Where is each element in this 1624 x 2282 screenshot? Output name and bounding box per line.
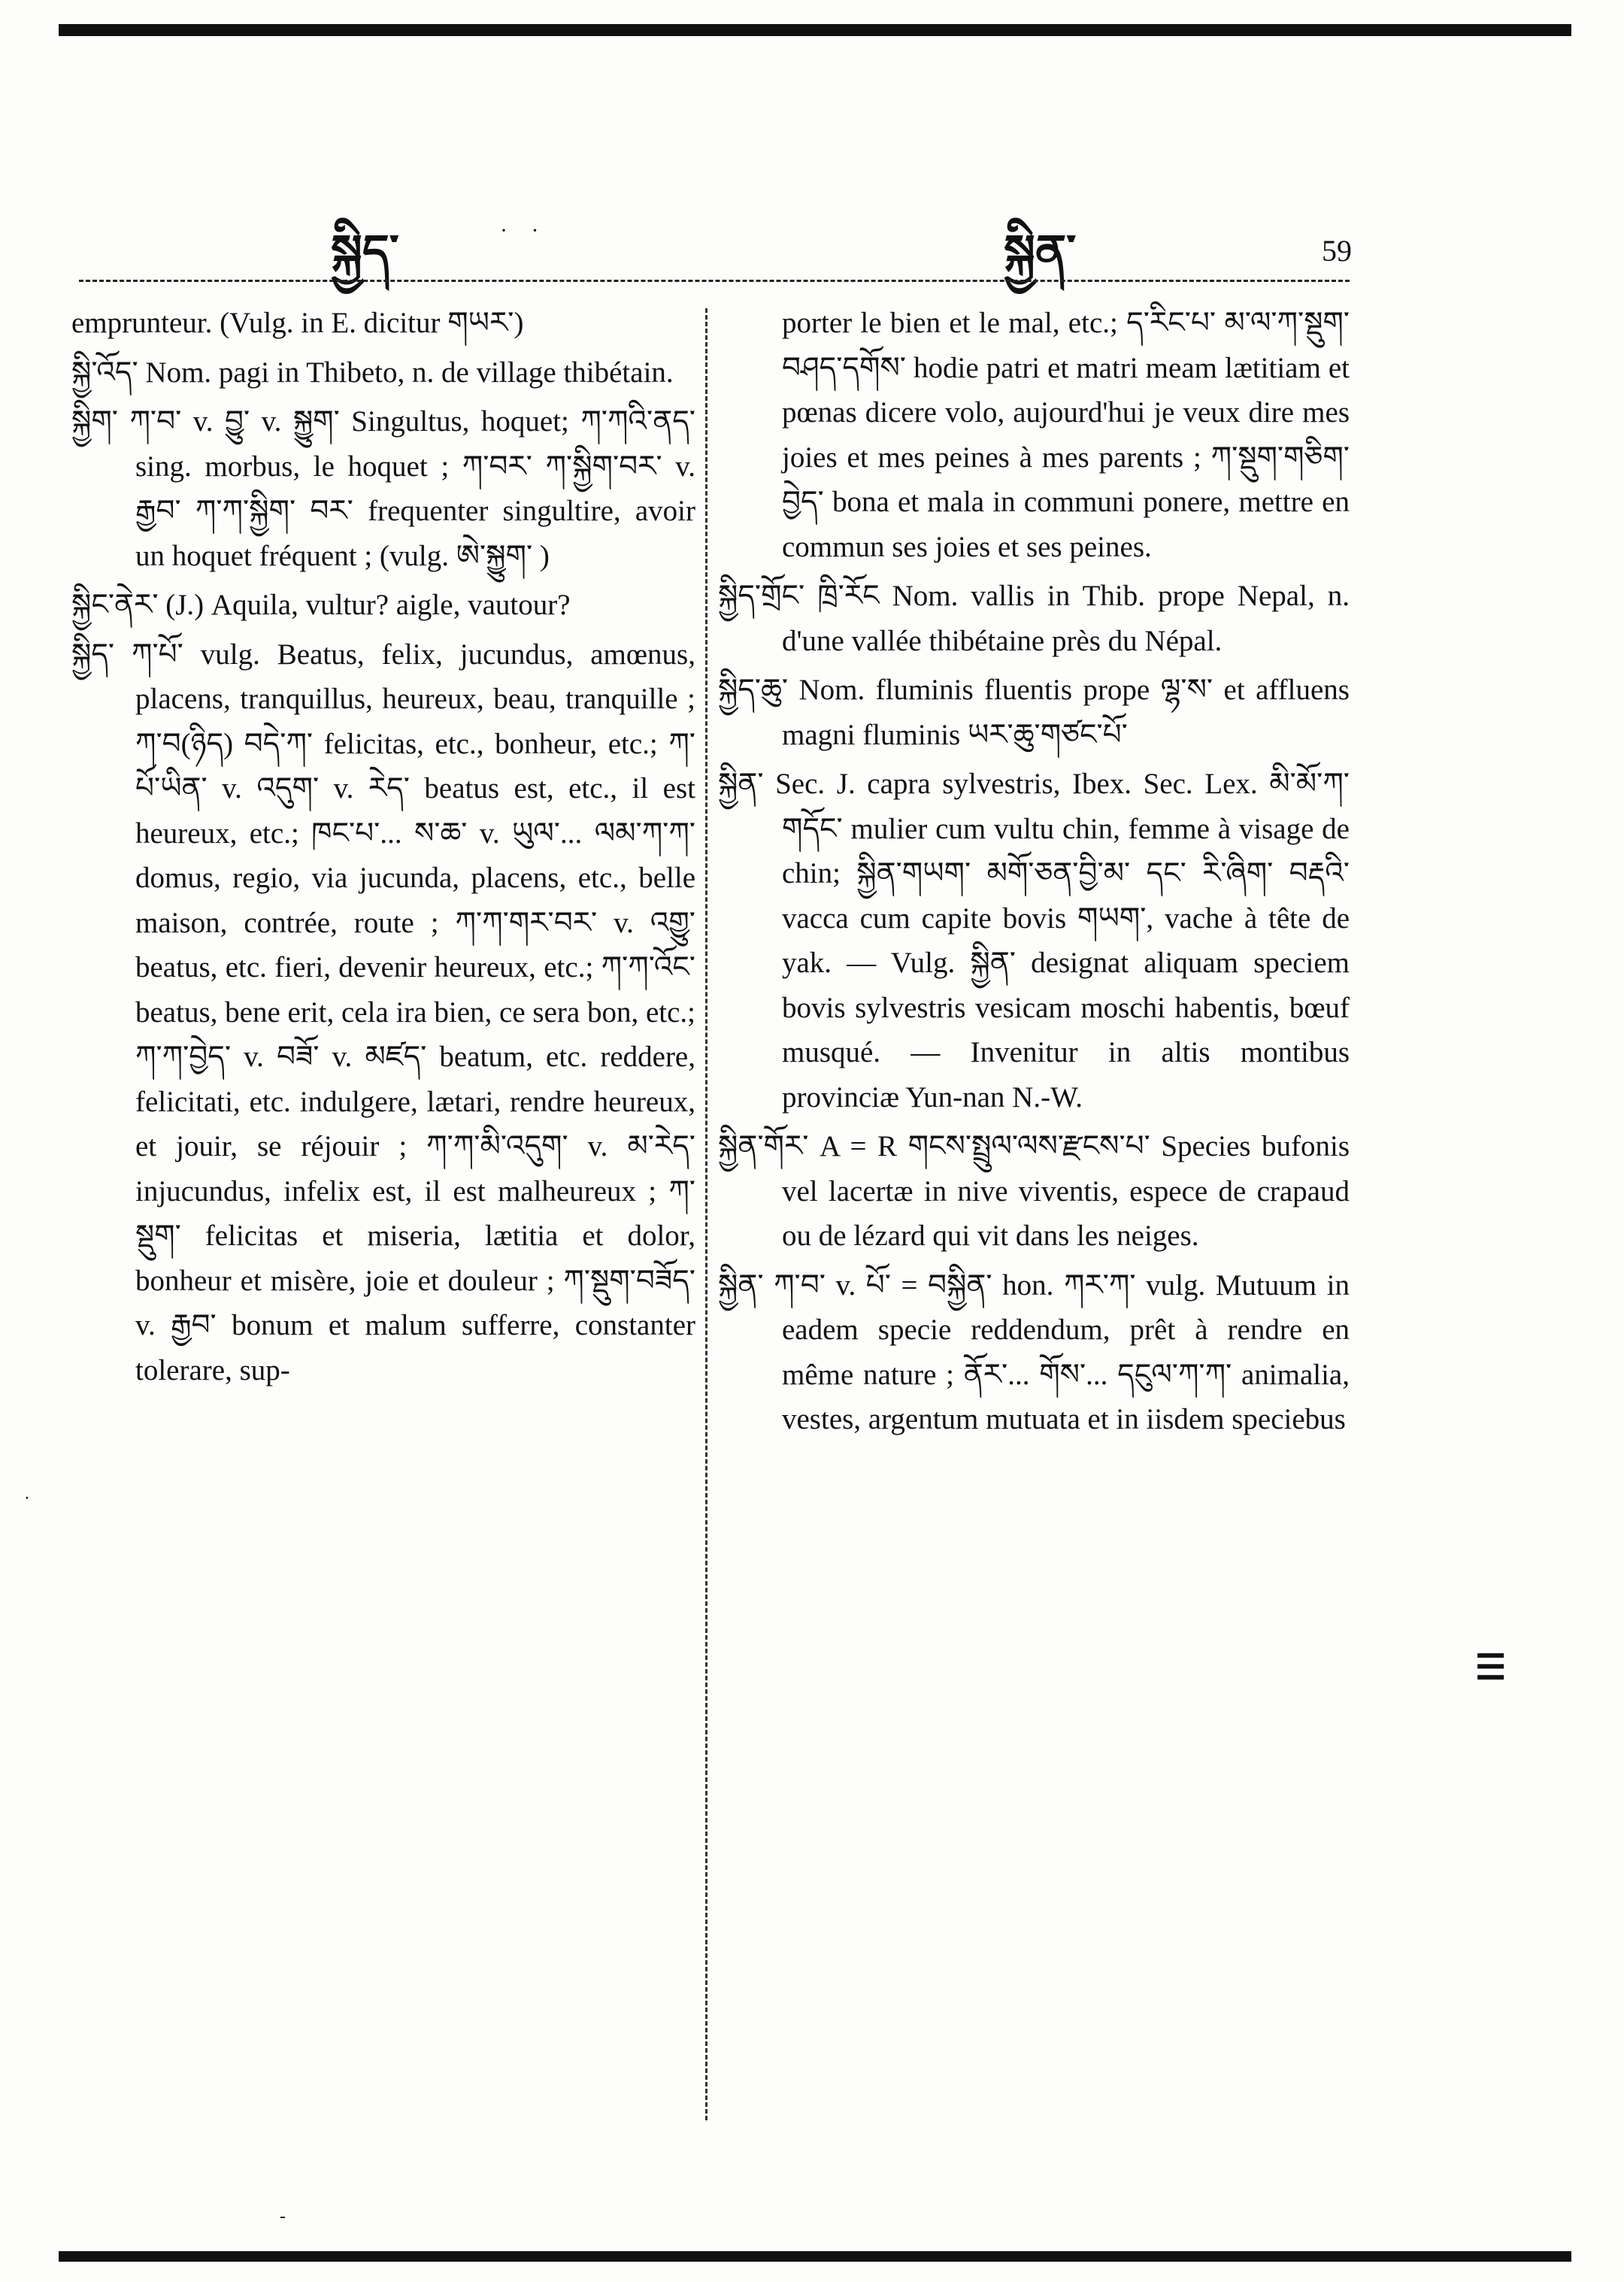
dictionary-entry: སྐྱིད་ ཀ་པོ་ vulg. Beatus, felix, jucundus, amœnus, placens, tranquillus, heureux, beau, tranquille ; ཀ་བ(ཉིད) བདེ་ཀ་ felicitas, etc., bonheur, etc.; ཀ་པོ་ཡིན་ v. འདུག་ v. རེད་ beatus est, etc., il est heureux, etc.; ཁང་པ་... ས་ཆ་ v. ཡུལ་... ལམ་ཀ་ཀ་ domus, regio, via jucunda, placens, etc., belle maison, contrée, route ; ཀ་ཀ་གར་བར་ v. འགྱུ་ beatus, etc. fieri, devenir heureux, etc.; ཀ་ཀ་འོང་ beatus, bene erit, cela ira bien, ce sera bon, etc.; ཀ་ཀ་བྱེད་ v. བཟོ་ v. མཛད་ beatum, etc. reddere, felicitati, etc. indulgere, lætari, rendre heureux, et jouir, se réjouir ; ཀ་ཀ་མི་འདུག་ v. མ་རེད་ injucundus, infelix est, il est malheureux ; ཀ་སྡུག་ felicitas et miseria, lætitia et dolor, bonheur et misère, joie et douleur ; ཀ་སྡུག་བཟོད་ v. རྒྱབ་ bonum et malum sufferre, constanter tolerare, sup-: [71, 638, 695, 1386]
column-divider: [705, 308, 707, 2120]
speck: ·: [24, 1489, 30, 1508]
running-header: [0, 192, 1624, 278]
header-dots: · ·: [500, 218, 548, 243]
dictionary-entry: སྐྱིན་ Sec. J. capra sylvestris, Ibex. Sec. Lex. མི་མོ་ཀ་གདོང་ mulier cum vultu chin, femme à visage de chin; སྐྱིན་གཡག་ མགོ་ཅན་བྱི་མ་ དང་ རི་ཞིག་ བརྡའི་ vacca cum capite bovis གཡག་, vache à tête de yak. — Vulg. སྐྱིན་ designat aliquam speciem bovis sylvestris vesicam moschi habentis, bœuf musqué. — Invenitur in altis montibus provinciæ Yun-nan N.-W.: [718, 768, 1350, 1114]
top-rule: [59, 24, 1571, 36]
header-divider: [79, 280, 1350, 282]
dictionary-entry: སྐྱི་འོད་ Nom. pagi in Thibeto, n. de village thibétain.: [71, 356, 674, 389]
page-number: 59: [1322, 234, 1352, 268]
right-column: [718, 301, 1350, 1447]
dictionary-entry: སྐྱིག་ ཀ་བ་ v. བྱུ་ v. སྐྱུག་ Singultus, hoquet; ཀ་ཀའི་ནད་ sing. morbus, le hoquet ; ཀ་བར་ ཀ་སྐྱིག་བར་ v. རྒྱབ་ ཀ་ཀ་སྐྱིག་ བར་ frequenter singultire, avoir un hoquet fréquent ; (vulg. ཨེ་སྐྱུག་ ): [71, 405, 695, 572]
left-column: [71, 301, 695, 1397]
speck: -: [280, 2207, 286, 2226]
dictionary-entry: སྐྱིན་གོར་ A = R གངས་སྤྲུལ་ལས་རྫངས་པ་ Species bufonis vel lacertæ in nive viventis, espece de crapaud ou de lézard qui vit dans les neiges.: [718, 1130, 1350, 1252]
dictionary-entry: porter le bien et le mal, etc.; ད་རིང་པ་ མ་ལ་ཀ་སྡུག་བཤད་དགོས་ hodie patri et matri meam lætitiam et pœnas dicere volo, aujourd'hui je veux dire mes joies et mes peines à mes parents ; ཀ་སྡུག་གཅིག་བྱེད་ bona et mala in communi ponere, mettre en commun ses joies et ses peines.: [782, 307, 1350, 563]
header-center-word: སྐྱིན་: [1004, 227, 1077, 278]
dictionary-entry: སྐྱིང་ནེར་ (J.) Aquila, vultur? aigle, vautour?: [71, 589, 571, 621]
dictionary-entry: སྐྱིན་ ཀ་བ་ v. པོ་ = བསྐྱིན་ hon. ཀར་ཀ་ vulg. Mutuum in eadem specie reddendum, prêt à rendre en même nature ; ནོར་... གོས་... དངུལ་ཀ་ཀ་ animalia, vestes, argentum mutuata et in iisdem speciebus: [718, 1268, 1350, 1435]
dictionary-entry: emprunteur. (Vulg. in E. dicitur གཡར་): [71, 307, 524, 339]
bottom-rule: [59, 2251, 1571, 2262]
margin-mark: ☰: [1475, 1648, 1507, 1686]
dictionary-entry: སྐྱིད་ཆུ་ Nom. fluminis fluentis prope ལྷ་ས་ et affluens magni fluminis ཡར་ཆུ་གཙང་པོ་: [718, 674, 1350, 751]
dictionary-entry: སྐྱིད་གྲོང་ ཁྲི་རོང Nom. vallis in Thib. prope Nepal, n. d'une vallée thibétaine près du Népal.: [718, 580, 1350, 657]
header-left-word: སྐྱིད་: [331, 227, 399, 278]
